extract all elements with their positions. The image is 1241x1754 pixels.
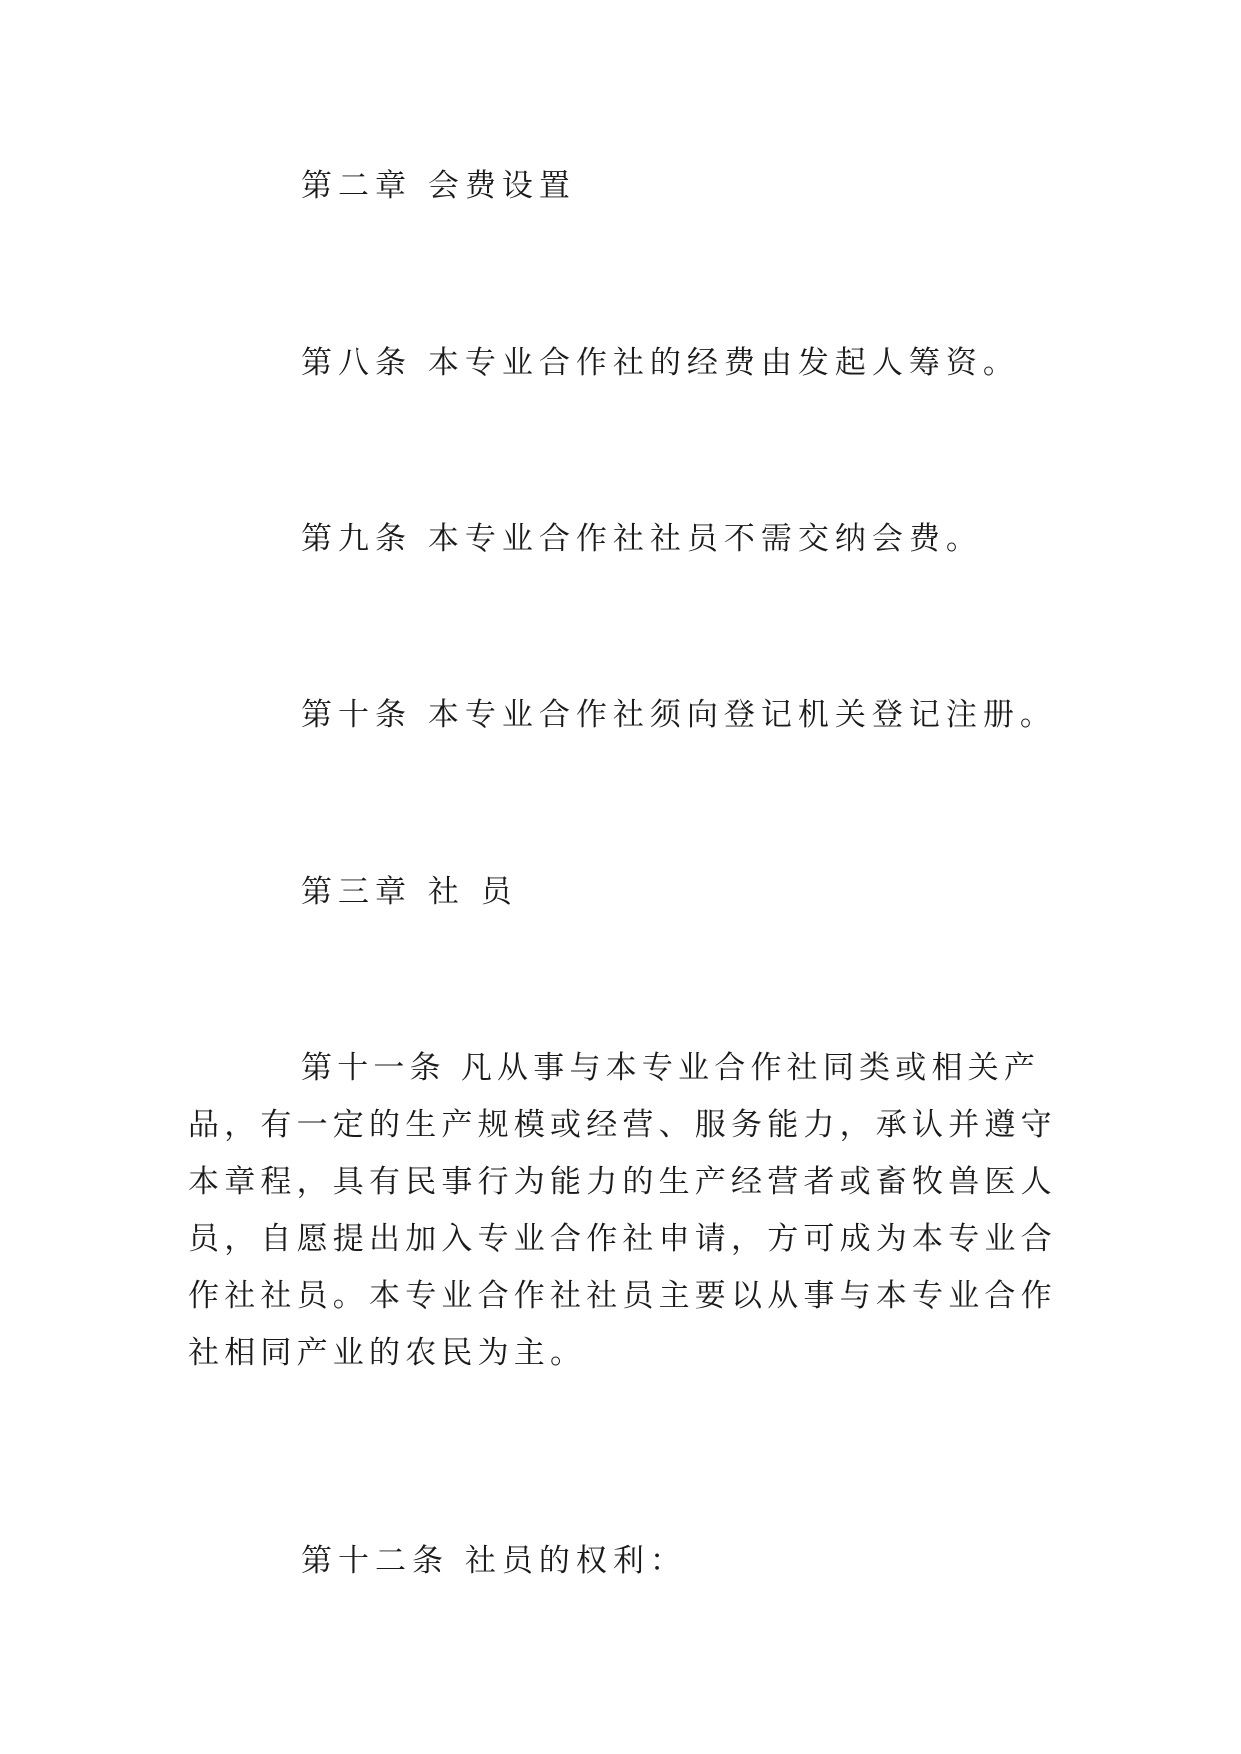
chapter-3-heading: 第三章 社 员	[301, 874, 518, 910]
article-12: 第十二条 社员的权利：	[301, 1543, 687, 1579]
chapter-2-heading: 第二章 会费设置	[301, 168, 576, 204]
article-10: 第十条 本专业合作社须向登记机关登记注册。	[301, 697, 1057, 733]
article-11: 第十一条 凡从事与本专业合作社同类或相关产品，有一定的生产规模或经营、服务能力，承认并遵守本章程，具有民事行为能力的生产经营者或畜牧兽医人员，自愿提出加入专业合作社申请，方可成为本专业合作社社员。本专业合作社社员主要以从事与本专业合作社相同产业的农民为主。	[188, 1050, 1057, 1371]
article-8: 第八条 本专业合作社的经费由发起人筹资。	[301, 345, 1020, 381]
article-9: 第九条 本专业合作社社员不需交纳会费。	[301, 521, 983, 557]
